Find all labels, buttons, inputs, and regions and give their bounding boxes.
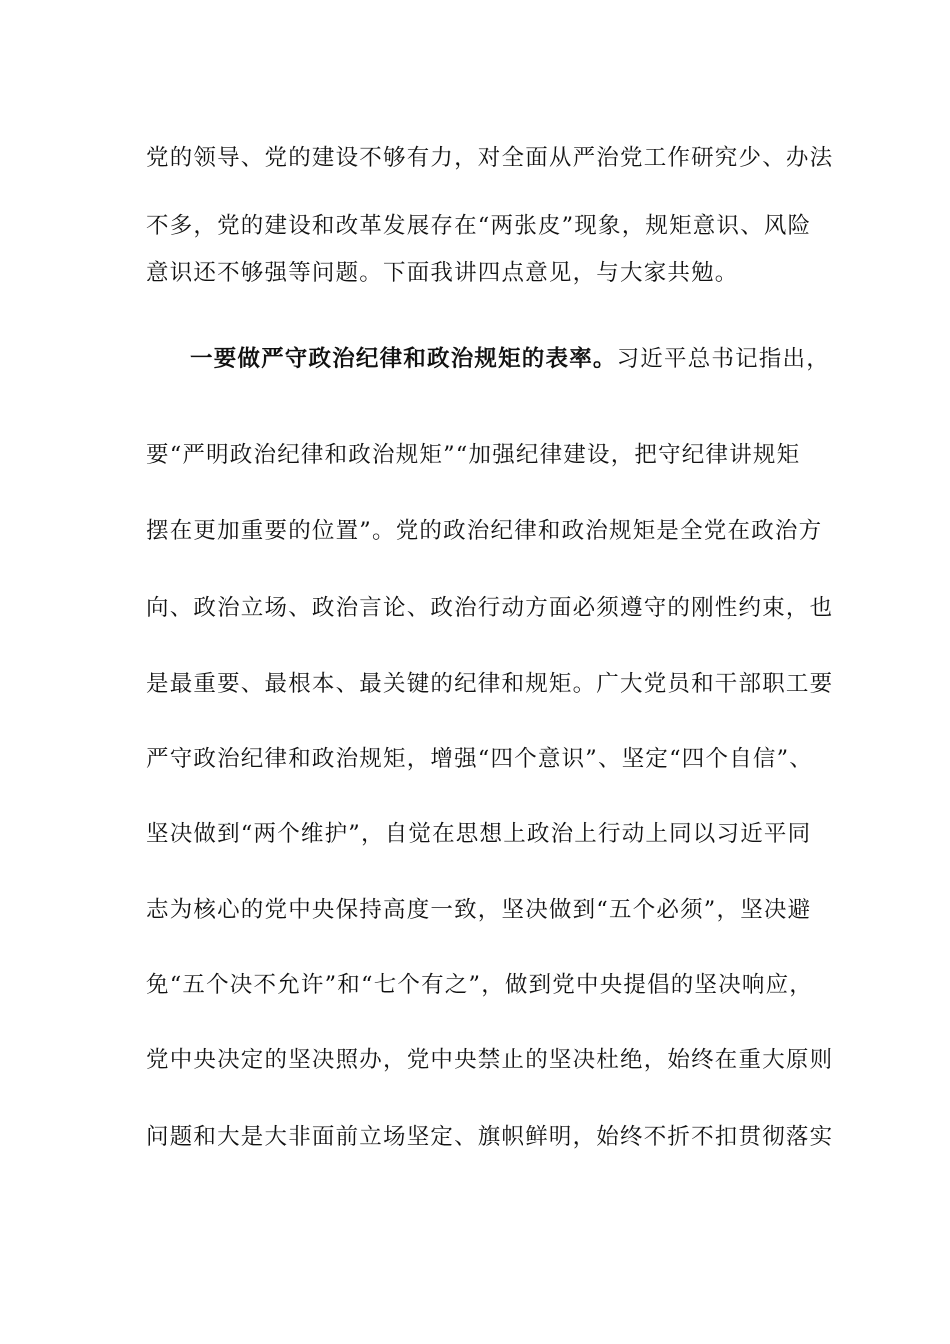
body-text-line: 党的领导、党的建设不够有力，对全面从严治党工作研究少、办法 bbox=[146, 145, 834, 171]
section-heading: 一要做严守政治纪律和政治规矩的表率。 bbox=[190, 346, 617, 372]
body-text: 习近平总书记指出， bbox=[616, 346, 830, 372]
body-text-line: 摆在更加重要的位置”。党的政治纪律和政治规矩是全党在政治方 bbox=[146, 518, 823, 544]
body-text-line: 向、政治立场、政治言论、政治行动方面必须遵守的刚性约束，也 bbox=[146, 595, 834, 621]
body-text-line: 严守政治纪律和政治规矩，增强“四个意识”、坚定“四个自信”、 bbox=[146, 746, 814, 772]
body-text-line: 意识还不够强等问题。下面我讲四点意见，与大家共勉。 bbox=[146, 260, 739, 286]
body-text-line: 不多，党的建设和改革发展存在“两张皮”现象，规矩意识、风险 bbox=[146, 213, 812, 239]
body-text-line: 问题和大是大非面前立场坚定、旗帜鲜明，始终不折不扣贯彻落实 bbox=[146, 1124, 834, 1150]
body-text-line: 免“五个决不允许”和“七个有之”，做到党中央提倡的坚决响应， bbox=[146, 972, 814, 998]
body-text-line: 是最重要、最根本、最关键的纪律和规矩。广大党员和干部职工要 bbox=[146, 671, 834, 697]
body-text-line: 志为核心的党中央保持高度一致，坚决做到“五个必须”，坚决避 bbox=[146, 897, 812, 923]
body-text-line: 党中央决定的坚决照办，党中央禁止的坚决杜绝，始终在重大原则 bbox=[146, 1047, 834, 1073]
body-text-line: 要“严明政治纪律和政治规矩”“加强纪律建设，把守纪律讲规矩 bbox=[146, 442, 801, 468]
body-text-line: 坚决做到“两个维护”，自觉在思想上政治上行动上同以习近平同 bbox=[146, 821, 812, 847]
section-first-line bbox=[190, 344, 830, 374]
